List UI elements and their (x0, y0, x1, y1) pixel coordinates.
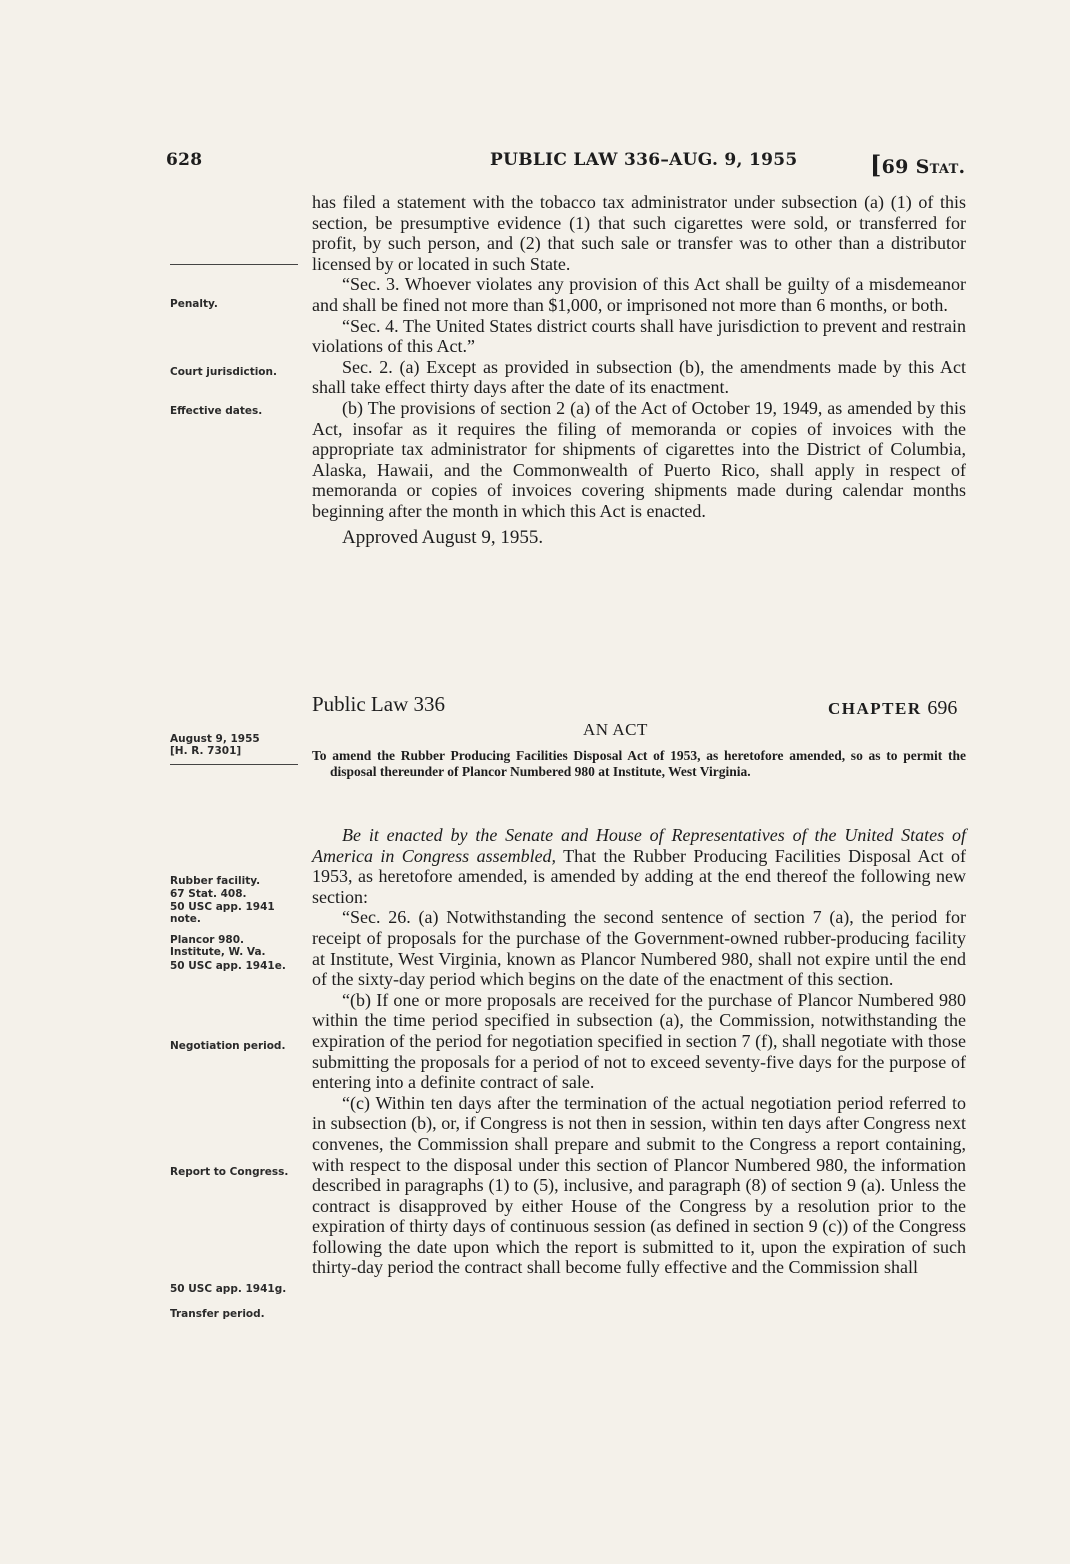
paragraph-sec-4: “Sec. 4. The United States district courts shall have jurisdiction to prevent and restrain violations of this Act.” (312, 315, 966, 357)
margin-note-plancor: Plancor 980. Institute, W. Va. (170, 934, 266, 958)
margin-note-usc-1941e: 50 USC app. 1941e. (170, 960, 286, 972)
margin-rule-bill (170, 764, 298, 765)
paragraph-sec-3: “Sec. 3. Whoever violates any provision of this Act shall be guilty of a misdemeanor and shall be fined not more than $1,000, or imprisoned not more than 6 months, or both. (312, 274, 966, 315)
enacting-clause-italic: Be it enacted by the Senate and House of Representatives of the United States of America in Congress assembled, (312, 825, 966, 866)
chapter-number: 696 (927, 697, 958, 719)
margin-note-transfer-period: Transfer period. (170, 1308, 265, 1320)
margin-note-rubber-facility: Rubber facility. (170, 875, 261, 887)
volume-reference-text: 69 Stat. (881, 156, 966, 178)
paragraph-sec-26a: “Sec. 26. (a) Notwithstanding the second sentence of section 7 (a), the period for receipt of proposals for the purchase of the Government-owned rubber-producing facility at Institute, West Virginia, known as Plancor Numbered 980, shall not expire until the end of the sixty-day period which begins on the date of the enactment of this section. (312, 907, 966, 990)
margin-note-court-jurisdiction: Court jurisdiction. (170, 366, 277, 378)
margin-note-date: August 9, 1955 (170, 733, 260, 745)
margin-note-penalty: Penalty. (170, 298, 218, 310)
margin-note-report-to-congress: Report to Congress. (170, 1166, 289, 1178)
act-purpose: To amend the Rubber Producing Facilities Disposal Act of 1953, as heretofore amended, so as to permit the disposal thereunder of Plancor Numbered 980 at Institute, West Virginia. (312, 748, 966, 779)
continued-text-block (312, 192, 966, 548)
chapter-label: CHAPTER (828, 699, 922, 718)
act-text-block (312, 825, 966, 1278)
approved-line: Approved August 9, 1955. (342, 526, 544, 548)
margin-note-bill: [H. R. 7301] (170, 745, 242, 757)
chapter-heading (828, 697, 957, 720)
margin-note-negotiation-period: Negotiation period. (170, 1040, 286, 1052)
paragraph-continuation: has filed a statement with the tobacco tax administrator under subsection (a) (1) of this section, be presumptive evidence (1) that such cigarettes were sold, or transferred for profit, by such person, and (2) that such sale or transfer was to other than a distributor licensed by or located in such State. (312, 192, 966, 274)
volume-reference: [69 Stat. (870, 150, 966, 179)
paragraph-sec-26c: “(c) Within ten days after the termination of the actual negotiation period referred to in subsection (b), or, if Congress is not then in session, within ten days after Congress next convenes, the Commission shall prepare and submit to the Congress a report containing, with respect to the disposal under this section of Plancor Numbered 980, the information described in paragraphs (1) to (5), inclusive, and paragraph (8) of section 9 (a). Unless the contract is disapproved by either House of the Congress by a resolution prior to the expiration of thirty days of continuous session (as defined in section 9 (c)) of the Congress following the date upon which the report is submitted to it, upon the expiration of such thirty-day period the contract shall become fully effective and the Commission shall (312, 1092, 966, 1278)
margin-note-usc-1941g: 50 USC app. 1941g. (170, 1283, 287, 1295)
margin-note-usc-1941-note: 50 USC app. 1941 note. (170, 901, 275, 925)
paragraph-sec-26b: “(b) If one or more proposals are received for the purchase of Plancor Numbered 980 within the time period specified in subsection (a), the Commission, notwithstanding the expiration of the period for negotiation specified in section 7 (f), shall negotiate with those submitting the proposals for a period of not to exceed seventy-five days for the purpose of entering into a definite contract of sale. (312, 989, 966, 1093)
running-title: PUBLIC LAW 336–AUG. 9, 1955 (490, 150, 798, 170)
margin-rule-top (170, 264, 298, 265)
page-number: 628 (166, 150, 203, 170)
enacting-clause (312, 825, 966, 907)
enacting-clause-rest: That the Rubber Producing Facilities Disposal Act of 1953, as heretofore amended, is amended by adding at the end thereof the following new section: (312, 845, 966, 907)
margin-note-effective-dates: Effective dates. (170, 405, 263, 417)
public-law-number: Public Law 336 (312, 692, 445, 716)
paragraph-sec-2b: (b) The provisions of section 2 (a) of the Act of October 19, 1949, as amended by this Act, insofar as it requires the filing of memoranda or copies of invoices with the appropriate tax administrator for shipments of cigarettes into the District of Columbia, Alaska, Hawaii, and the Commonwealth of Puerto Rico, shall apply in respect of memoranda or copies of invoices covering shipments made during calendar months beginning after the month in which this Act is enacted. (312, 397, 966, 521)
margin-note-stat-ref: 67 Stat. 408. (170, 888, 247, 900)
an-act-heading: AN ACT (583, 720, 648, 739)
paragraph-sec-2a: Sec. 2. (a) Except as provided in subsection (b), the amendments made by this Act shall take effect thirty days after the date of its enactment. (312, 356, 966, 398)
